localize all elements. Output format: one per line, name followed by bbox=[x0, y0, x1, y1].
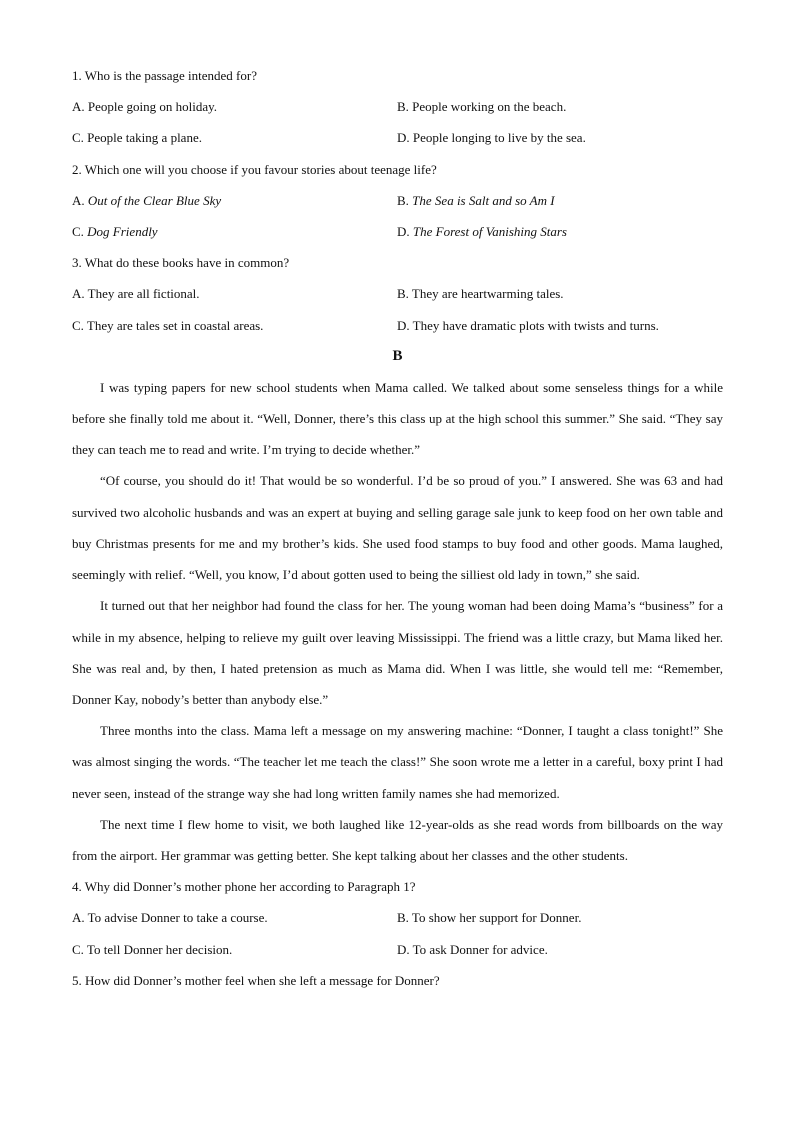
option-1c: C. People taking a plane. bbox=[72, 130, 202, 146]
option-1a: A. People going on holiday. bbox=[72, 99, 218, 115]
option-2a-letter: A. bbox=[72, 192, 88, 208]
document-page bbox=[72, 60, 723, 996]
option-2a bbox=[72, 185, 397, 216]
option-2b-letter: B. bbox=[397, 192, 413, 208]
question-5-stem: 5. How did Donner’s mother feel when she left a message for Donner? bbox=[72, 972, 440, 988]
question-2-options-row-2 bbox=[72, 216, 723, 247]
question-1-stem: 1. Who is the passage intended for? bbox=[72, 68, 257, 83]
question-3-options-row-1 bbox=[72, 278, 723, 309]
option-3d: D. They have dramatic plots with twists and turns. bbox=[397, 317, 659, 333]
option-2a-title: Out of the Clear Blue Sky bbox=[87, 192, 222, 208]
passage-paragraph-2: “Of course, you should do it! That would be so wonderful. I’d be so proud of you.” I answered. She was 63 and had survived two alcoholic husbands and was an expert at buying and selling garage sale junk to keep food on her own table and buy Christmas presents for me and my brother’s kids. She used food stamps to buy food and other goods. Mama laughed, seemingly with relief. “Well, you know, I’d about gotten used to being the silliest old lady in town,” she said. bbox=[72, 473, 723, 583]
question-1-options-row-1 bbox=[72, 91, 723, 122]
question-2-options-row-1 bbox=[72, 185, 723, 216]
option-3c: C. They are tales set in coastal areas. bbox=[72, 317, 264, 333]
passage-paragraph-4: Three months into the class. Mama left a message on my answering machine: “Donner, I taught a class tonight!” She was almost singing the words. “The teacher let me teach the class!” She soon wrote me a letter in a careful, boxy print I had never seen, instead of the strange way she had long written family names she had memorized. bbox=[72, 723, 723, 801]
question-1-options-row-2 bbox=[72, 122, 723, 153]
option-1b: B. People working on the beach. bbox=[397, 99, 567, 115]
option-4c: C. To tell Donner her decision. bbox=[72, 941, 233, 957]
option-2b-title: The Sea is Salt and so Am I bbox=[412, 192, 555, 208]
question-3-stem: 3. What do these books have in common? bbox=[72, 255, 290, 271]
option-2c bbox=[72, 216, 397, 247]
option-4b: B. To show her support for Donner. bbox=[397, 910, 582, 926]
option-2d bbox=[397, 216, 722, 247]
option-3a: A. They are all fictional. bbox=[72, 286, 200, 302]
question-4-options-row-1 bbox=[72, 902, 723, 933]
option-4a: A. To advise Donner to take a course. bbox=[72, 910, 268, 926]
passage-paragraph-3: It turned out that her neighbor had found the class for her. The young woman had been doing Mama’s “business” for a while in my absence, helping to relieve my guilt over leaving Mississippi. The friend was a little crazy, but Mama liked her. She was real and, by then, I hated pretension as much as Mama did. When I was little, she would tell me: “Remember, Donner Kay, nobody’s better than anybody else.” bbox=[72, 598, 723, 707]
option-2d-letter: D. bbox=[397, 223, 413, 239]
option-2d-title: The Forest of Vanishing Stars bbox=[412, 223, 567, 239]
passage-paragraph-5: The next time I flew home to visit, we both laughed like 12-year-olds as she read words from billboards on the way from the airport. Her grammar was getting better. She kept talking about her classes and the other students. bbox=[72, 816, 723, 863]
section-title: B bbox=[392, 347, 403, 364]
option-1d: D. People longing to live by the sea. bbox=[397, 130, 586, 146]
option-2c-letter: C. bbox=[72, 223, 88, 239]
question-4-stem: 4. Why did Donner’s mother phone her according to Paragraph 1? bbox=[72, 879, 416, 895]
question-4-options-row-2 bbox=[72, 934, 723, 965]
option-3b: B. They are heartwarming tales. bbox=[397, 286, 564, 302]
option-2b bbox=[397, 185, 722, 216]
question-3-options-row-2 bbox=[72, 310, 723, 341]
question-2-stem: 2. Which one will you choose if you favour stories about teenage life? bbox=[72, 161, 437, 177]
option-2c-title: Dog Friendly bbox=[87, 223, 158, 239]
passage-paragraph-1: I was typing papers for new school students when Mama called. We talked about some senseless things for a while before she finally told me about it. “Well, Donner, there’s this class up at the high school this summer.” She said. “They say they can teach me to read and write. I’m trying to decide whether.” bbox=[72, 379, 723, 458]
option-4d: D. To ask Donner for advice. bbox=[397, 941, 548, 957]
